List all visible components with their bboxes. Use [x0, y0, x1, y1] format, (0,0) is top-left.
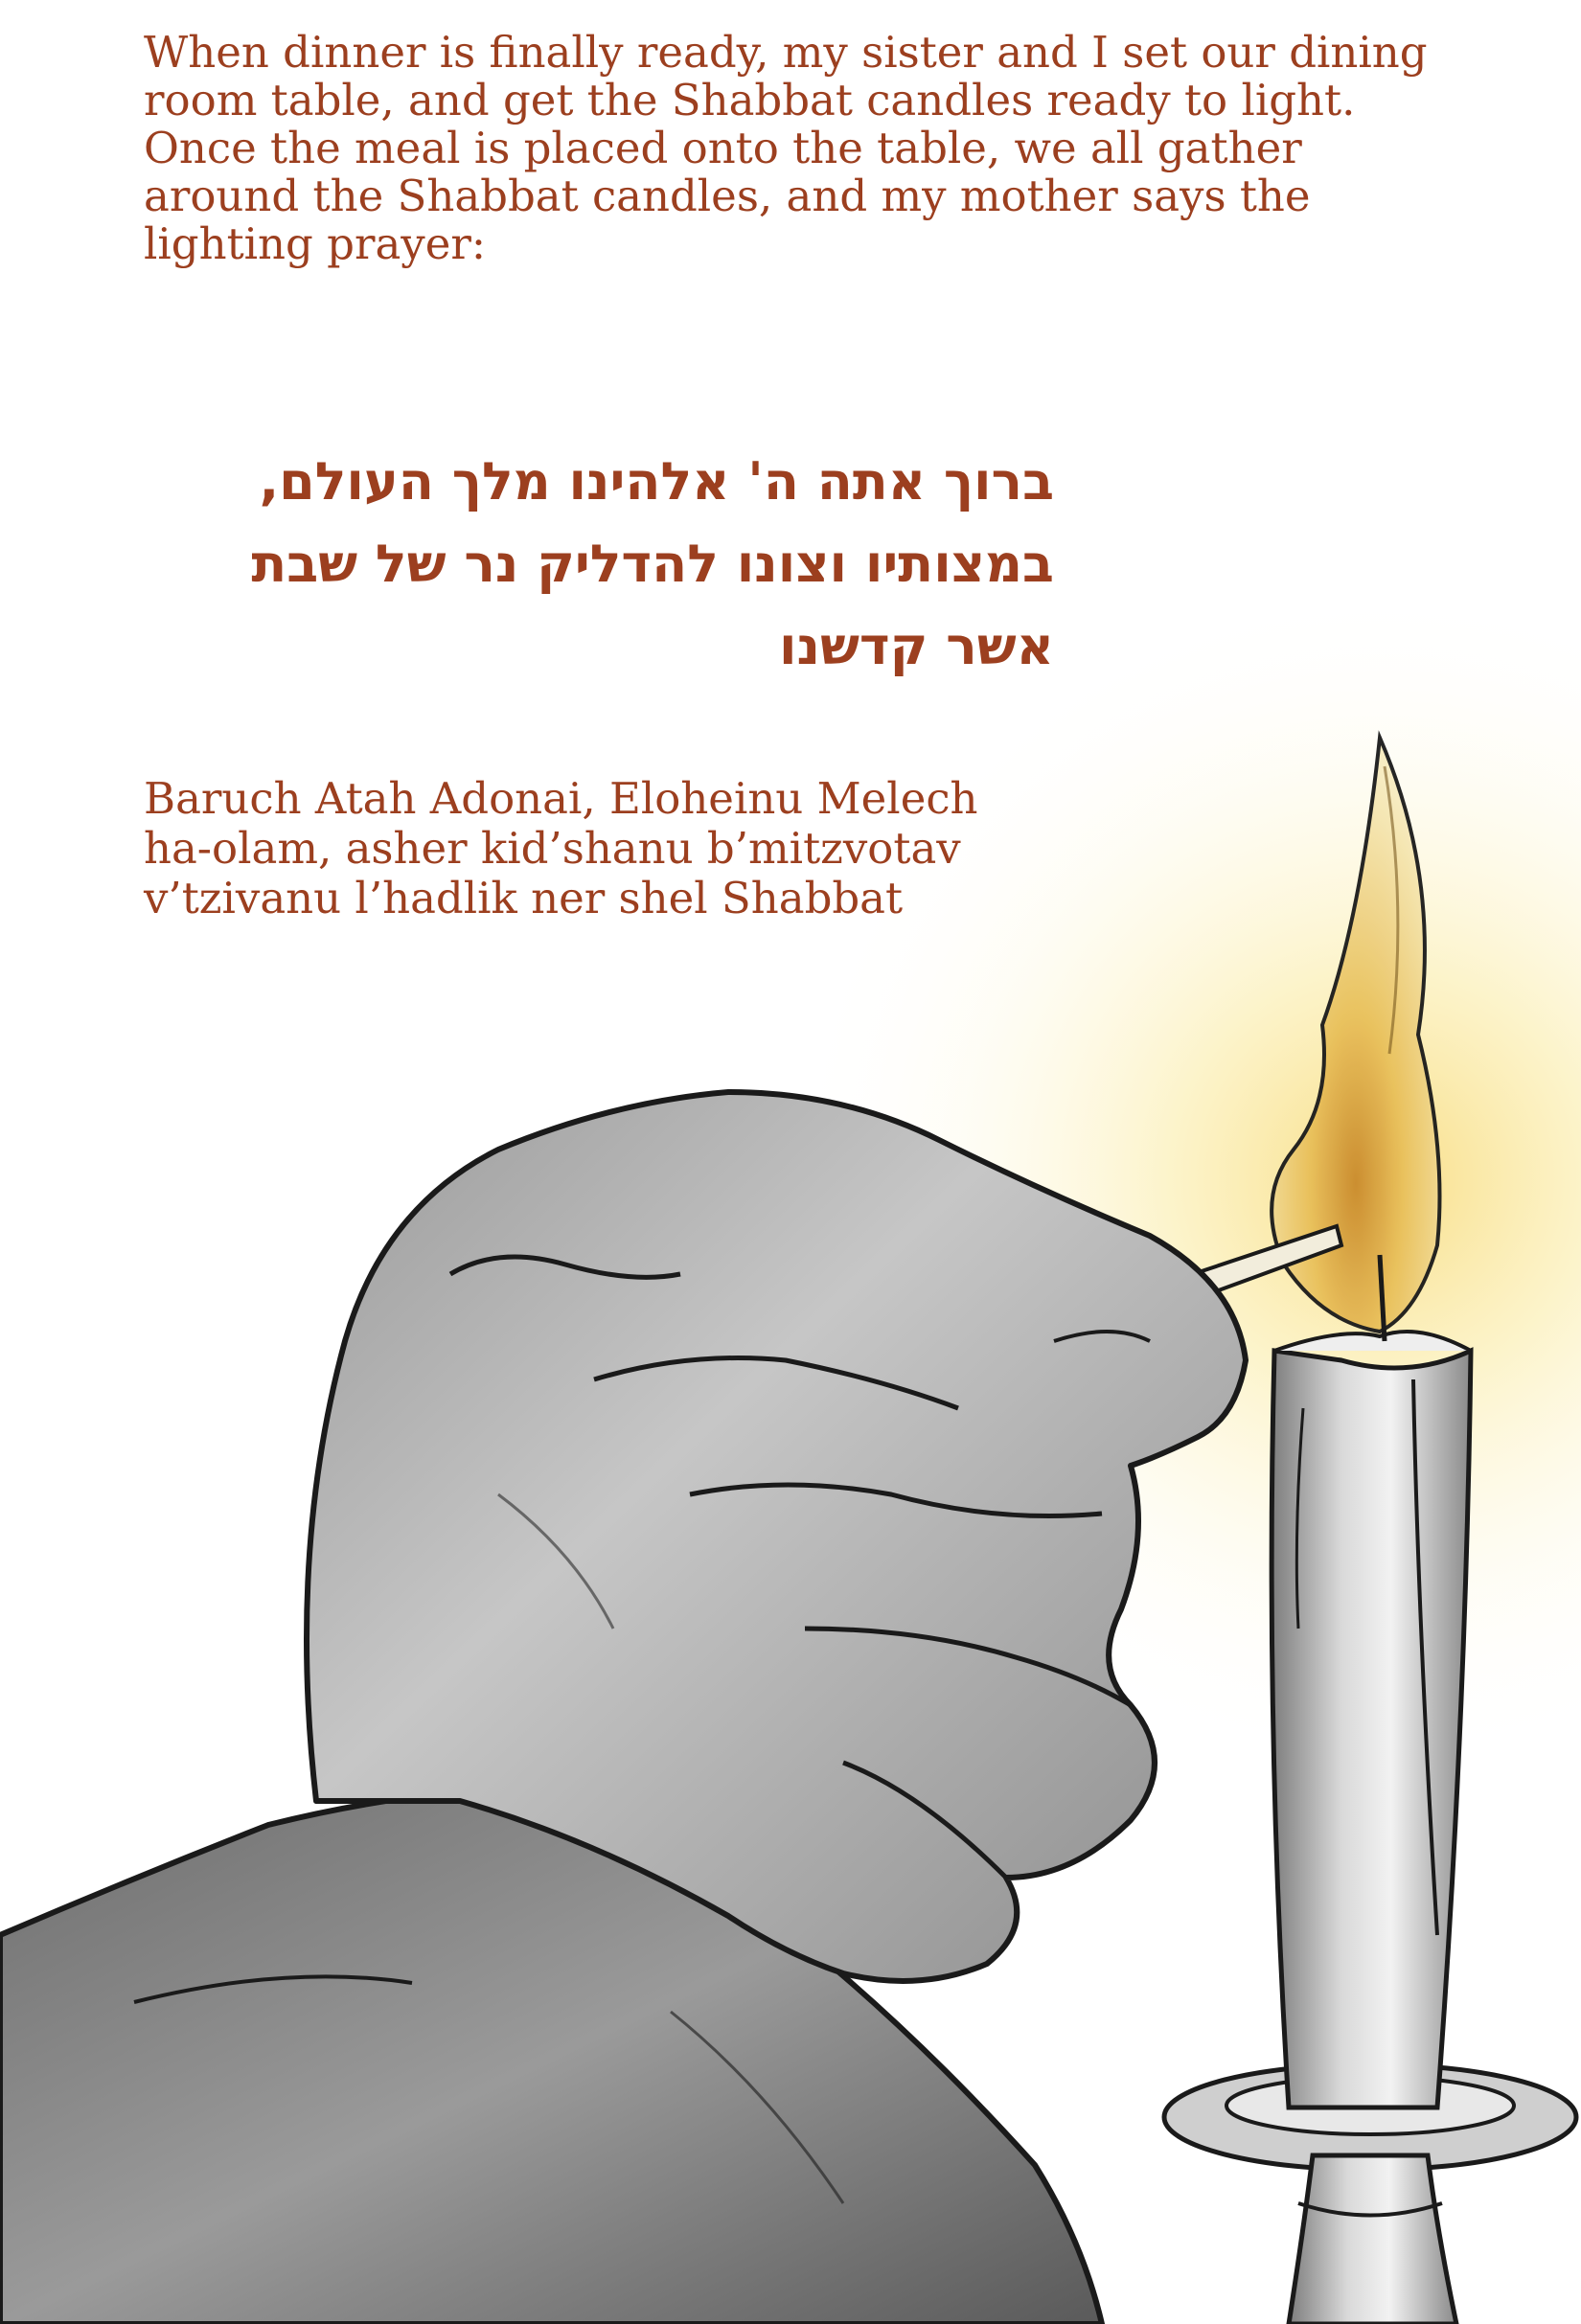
prayer-hebrew-line: ברוך אתה ה' אלהינו מלך העולם,: [259, 451, 1054, 512]
candle: [1272, 1332, 1471, 2108]
story-paragraph: When dinner is finally ready, my sister and I set our dining room table, and get the Shabbat candles ready to light. Once the meal is placed onto the table, we all gather around the Shabbat candles, and my mother says the lighting prayer:: [144, 27, 1428, 269]
transliteration-line: v’tzivanu l’hadlik ner shel Shabbat: [144, 873, 904, 923]
prayer-hebrew-line: אשר קדשנו: [778, 616, 1054, 676]
transliteration-line: Baruch Atah Adonai, Eloheinu Melech: [144, 773, 978, 824]
transliteration-line: ha-olam, asher kid’shanu b’mitzvotav: [144, 823, 961, 874]
prayer-hebrew-line: במצותיו וצונו להדליק נר של שבת: [251, 534, 1054, 594]
